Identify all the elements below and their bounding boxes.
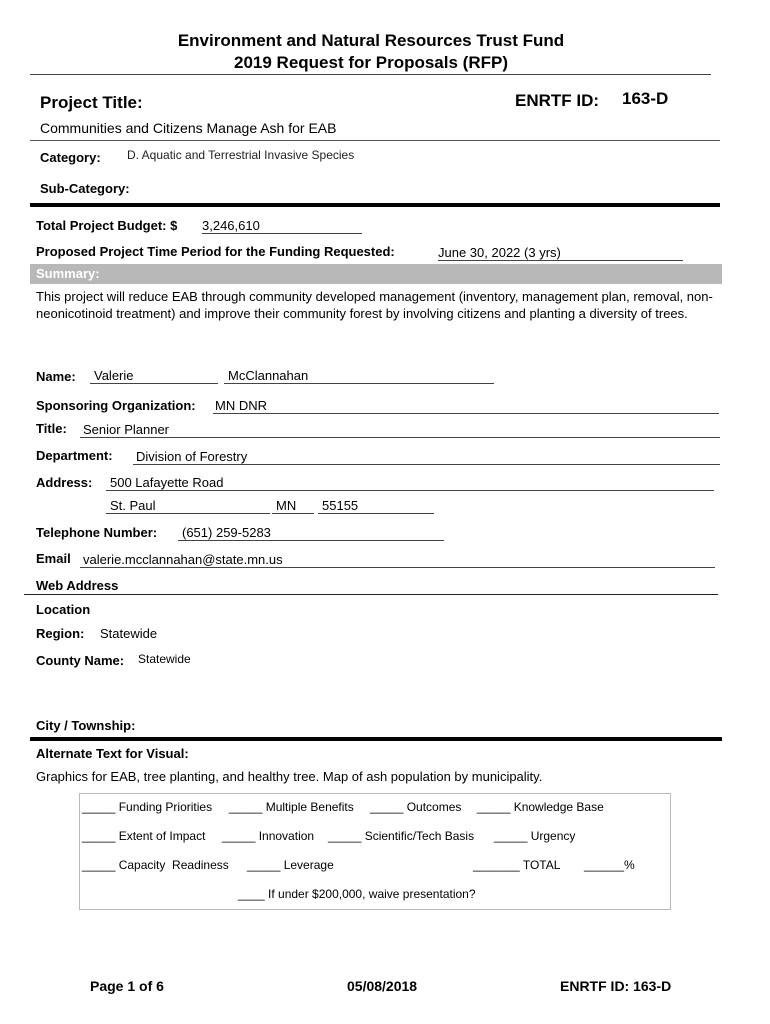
document-title-line2: 2019 Request for Proposals (RFP) bbox=[234, 53, 508, 72]
last-name-value: McClannahan bbox=[224, 368, 494, 384]
sponsoring-org-value: MN DNR bbox=[213, 398, 719, 414]
location-divider bbox=[30, 737, 722, 741]
score-urgency: _____ Urgency bbox=[494, 829, 576, 843]
city-value: St. Paul bbox=[106, 498, 270, 514]
score-scientific-basis: _____ Scientific/Tech Basis bbox=[328, 829, 475, 843]
address-label: Address: bbox=[36, 475, 93, 490]
footer-enrtf-id: ENRTF ID: 163-D bbox=[560, 978, 672, 994]
time-period-value: June 30, 2022 (3 yrs) bbox=[438, 245, 683, 261]
score-total: _______ TOTAL bbox=[473, 858, 561, 872]
enrtf-id-label: ENRTF ID: bbox=[515, 91, 600, 110]
department-value: Division of Forestry bbox=[133, 449, 720, 465]
name-label: Name: bbox=[36, 369, 76, 384]
project-title-rule bbox=[30, 140, 720, 141]
summary-header-bar bbox=[30, 264, 722, 284]
telephone-value: (651) 259-5283 bbox=[178, 525, 444, 541]
state-value: MN bbox=[272, 498, 314, 514]
score-waive-presentation: ____ If under $200,000, waive presentation? bbox=[238, 887, 476, 901]
score-knowledge-base: _____ Knowledge Base bbox=[477, 800, 604, 814]
email-label: Email bbox=[36, 551, 71, 566]
subcategory-label: Sub-Category: bbox=[40, 181, 130, 196]
budget-label: Total Project Budget: $ bbox=[36, 218, 178, 233]
alt-text-value: Graphics for EAB, tree planting, and healthy tree. Map of ash population by municipality. bbox=[36, 769, 543, 784]
county-value: Statewide bbox=[138, 652, 191, 666]
county-label: County Name: bbox=[36, 653, 125, 668]
web-address-label: Web Address bbox=[36, 578, 119, 593]
address-value: 500 Lafayette Road bbox=[106, 475, 714, 491]
category-value: D. Aquatic and Terrestrial Invasive Species bbox=[127, 148, 355, 162]
project-title-label: Project Title: bbox=[40, 93, 143, 112]
web-address-rule bbox=[24, 594, 718, 595]
telephone-label: Telephone Number: bbox=[36, 525, 158, 540]
score-outcomes: _____ Outcomes bbox=[370, 800, 462, 814]
first-name-value: Valerie bbox=[90, 368, 218, 384]
score-capacity-readiness: _____ Capacity Readiness bbox=[82, 858, 229, 872]
summary-text: This project will reduce EAB through community developed management (inventory, management plan, removal, non-neonicotinoid treatment) and improve their community forest by involving citizens and planting a diversity of trees. bbox=[36, 289, 713, 321]
title-label: Title: bbox=[36, 421, 67, 436]
score-percent: ______% bbox=[584, 858, 635, 872]
score-leverage: _____ Leverage bbox=[247, 858, 334, 872]
alt-text-label: Alternate Text for Visual: bbox=[36, 746, 189, 761]
section-divider bbox=[30, 203, 720, 207]
score-extent-of-impact: _____ Extent of Impact bbox=[82, 829, 206, 843]
location-label: Location bbox=[36, 602, 91, 617]
budget-value: 3,246,610 bbox=[202, 218, 362, 234]
score-multiple-benefits: _____ Multiple Benefits bbox=[229, 800, 354, 814]
title-value: Senior Planner bbox=[80, 422, 720, 438]
scoring-box bbox=[79, 793, 671, 910]
category-label: Category: bbox=[40, 150, 101, 165]
summary-label: Summary: bbox=[36, 266, 100, 281]
time-period-label: Proposed Project Time Period for the Funding Requested: bbox=[36, 244, 395, 259]
zip-value: 55155 bbox=[318, 498, 434, 514]
footer-page-number: Page 1 of 6 bbox=[90, 978, 164, 994]
header-rule bbox=[30, 74, 711, 75]
document-title-line1: Environment and Natural Resources Trust Fund bbox=[177, 31, 565, 50]
email-value: valerie.mcclannahan@state.mn.us bbox=[80, 552, 715, 568]
region-value: Statewide bbox=[100, 626, 158, 641]
score-funding-priorities: _____ Funding Priorities bbox=[82, 800, 213, 814]
score-innovation: _____ Innovation bbox=[222, 829, 315, 843]
sponsoring-org-label: Sponsoring Organization: bbox=[36, 398, 196, 413]
project-title-value: Communities and Citizens Manage Ash for EAB bbox=[40, 120, 337, 136]
enrtf-id-value: 163-D bbox=[622, 89, 669, 108]
region-label: Region: bbox=[36, 626, 85, 641]
footer-date: 05/08/2018 bbox=[347, 978, 418, 994]
department-label: Department: bbox=[36, 448, 113, 463]
city-township-label: City / Township: bbox=[36, 718, 136, 733]
